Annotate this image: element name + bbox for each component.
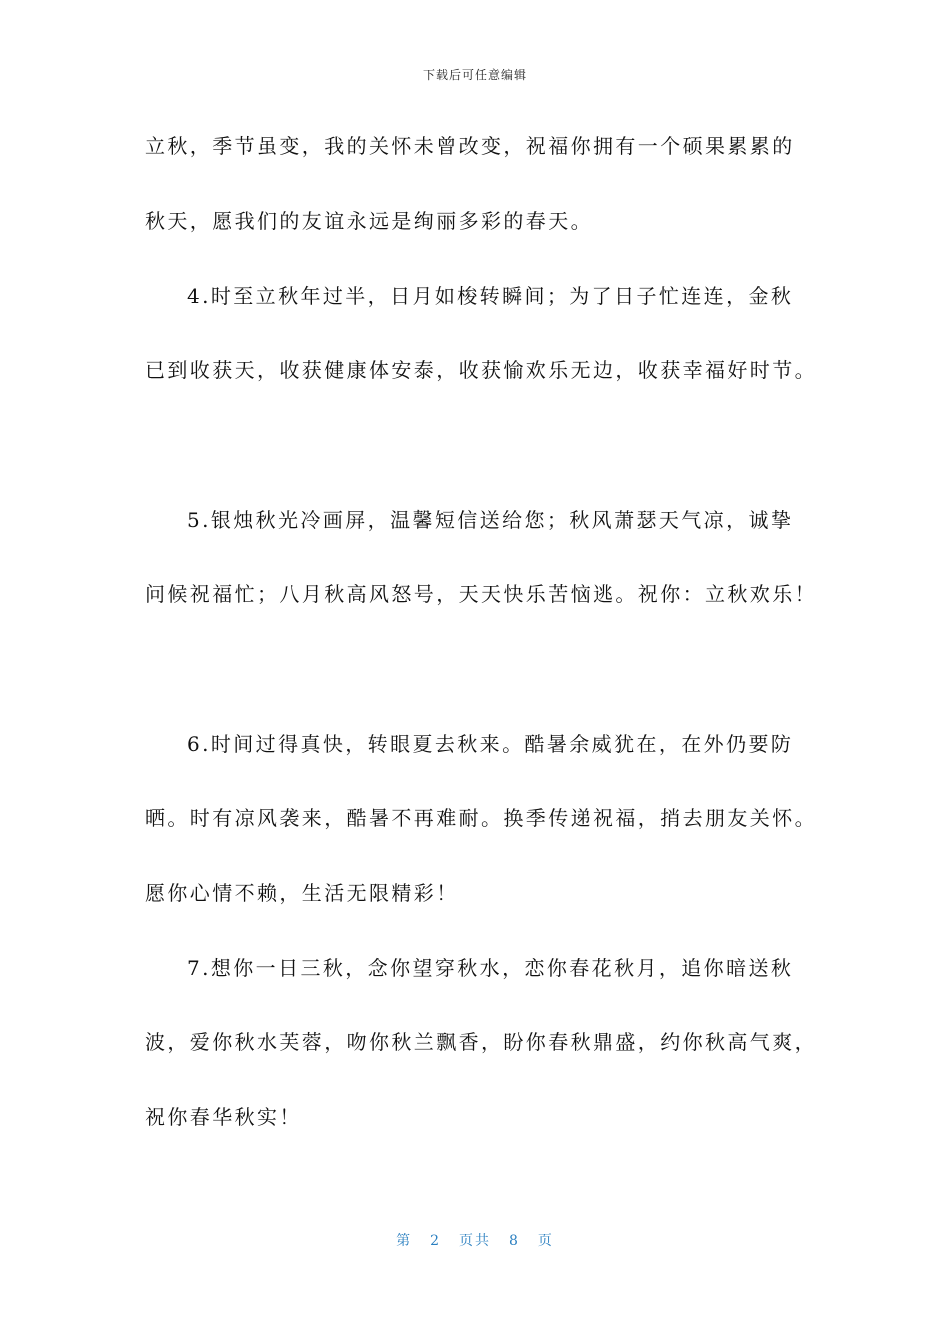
footer-current-page: 2	[430, 1233, 441, 1249]
paragraph-line: 7.想你一日三秋，念你望穿秋水，恋你春花秋月，追你暗送秋	[187, 956, 794, 980]
paragraph-line: 愿你心情不赖，生活无限精彩！	[145, 881, 459, 905]
footer-prefix: 第	[396, 1233, 413, 1249]
page-number-footer	[0, 1230, 950, 1250]
paragraph-line: 波，爱你秋水芙蓉，吻你秋兰飘香，盼你春秋鼎盛，约你秋高气爽，	[145, 1030, 817, 1054]
paragraph-line: 祝你春华秋实！	[145, 1105, 302, 1129]
paragraph-line: 6.时间过得真快，转眼夏去秋来。酷暑余威犹在，在外仍要防	[187, 732, 794, 756]
footer-suffix: 页	[537, 1233, 554, 1249]
footer-middle: 页共	[459, 1233, 491, 1249]
page-header: 下载后可任意编辑	[422, 68, 527, 82]
paragraph-line: 已到收获天，收获健康体安泰，收获愉欢乐无边，收获幸福好时节。	[145, 358, 817, 382]
paragraph-line: 晒。时有凉风袭来，酷暑不再难耐。换季传递祝福，捎去朋友关怀。	[145, 806, 817, 830]
paragraph-line: 立秋，季节虽变，我的关怀未曾改变，祝福你拥有一个硕果累累的	[145, 134, 795, 158]
paragraph-line: 问候祝福忙；八月秋高风怒号，天天快乐苦恼逃。祝你：立秋欢乐！	[145, 582, 817, 606]
paragraph-line: 秋天，愿我们的友谊永远是绚丽多彩的春天。	[145, 209, 593, 233]
paragraph-line: 5.银烛秋光冷画屏，温馨短信送给您；秋风萧瑟天气凉，诚挚	[187, 508, 794, 532]
paragraph-line: 4.时至立秋年过半，日月如梭转瞬间；为了日子忙连连，金秋	[187, 284, 794, 308]
footer-total-pages: 8	[509, 1233, 520, 1249]
